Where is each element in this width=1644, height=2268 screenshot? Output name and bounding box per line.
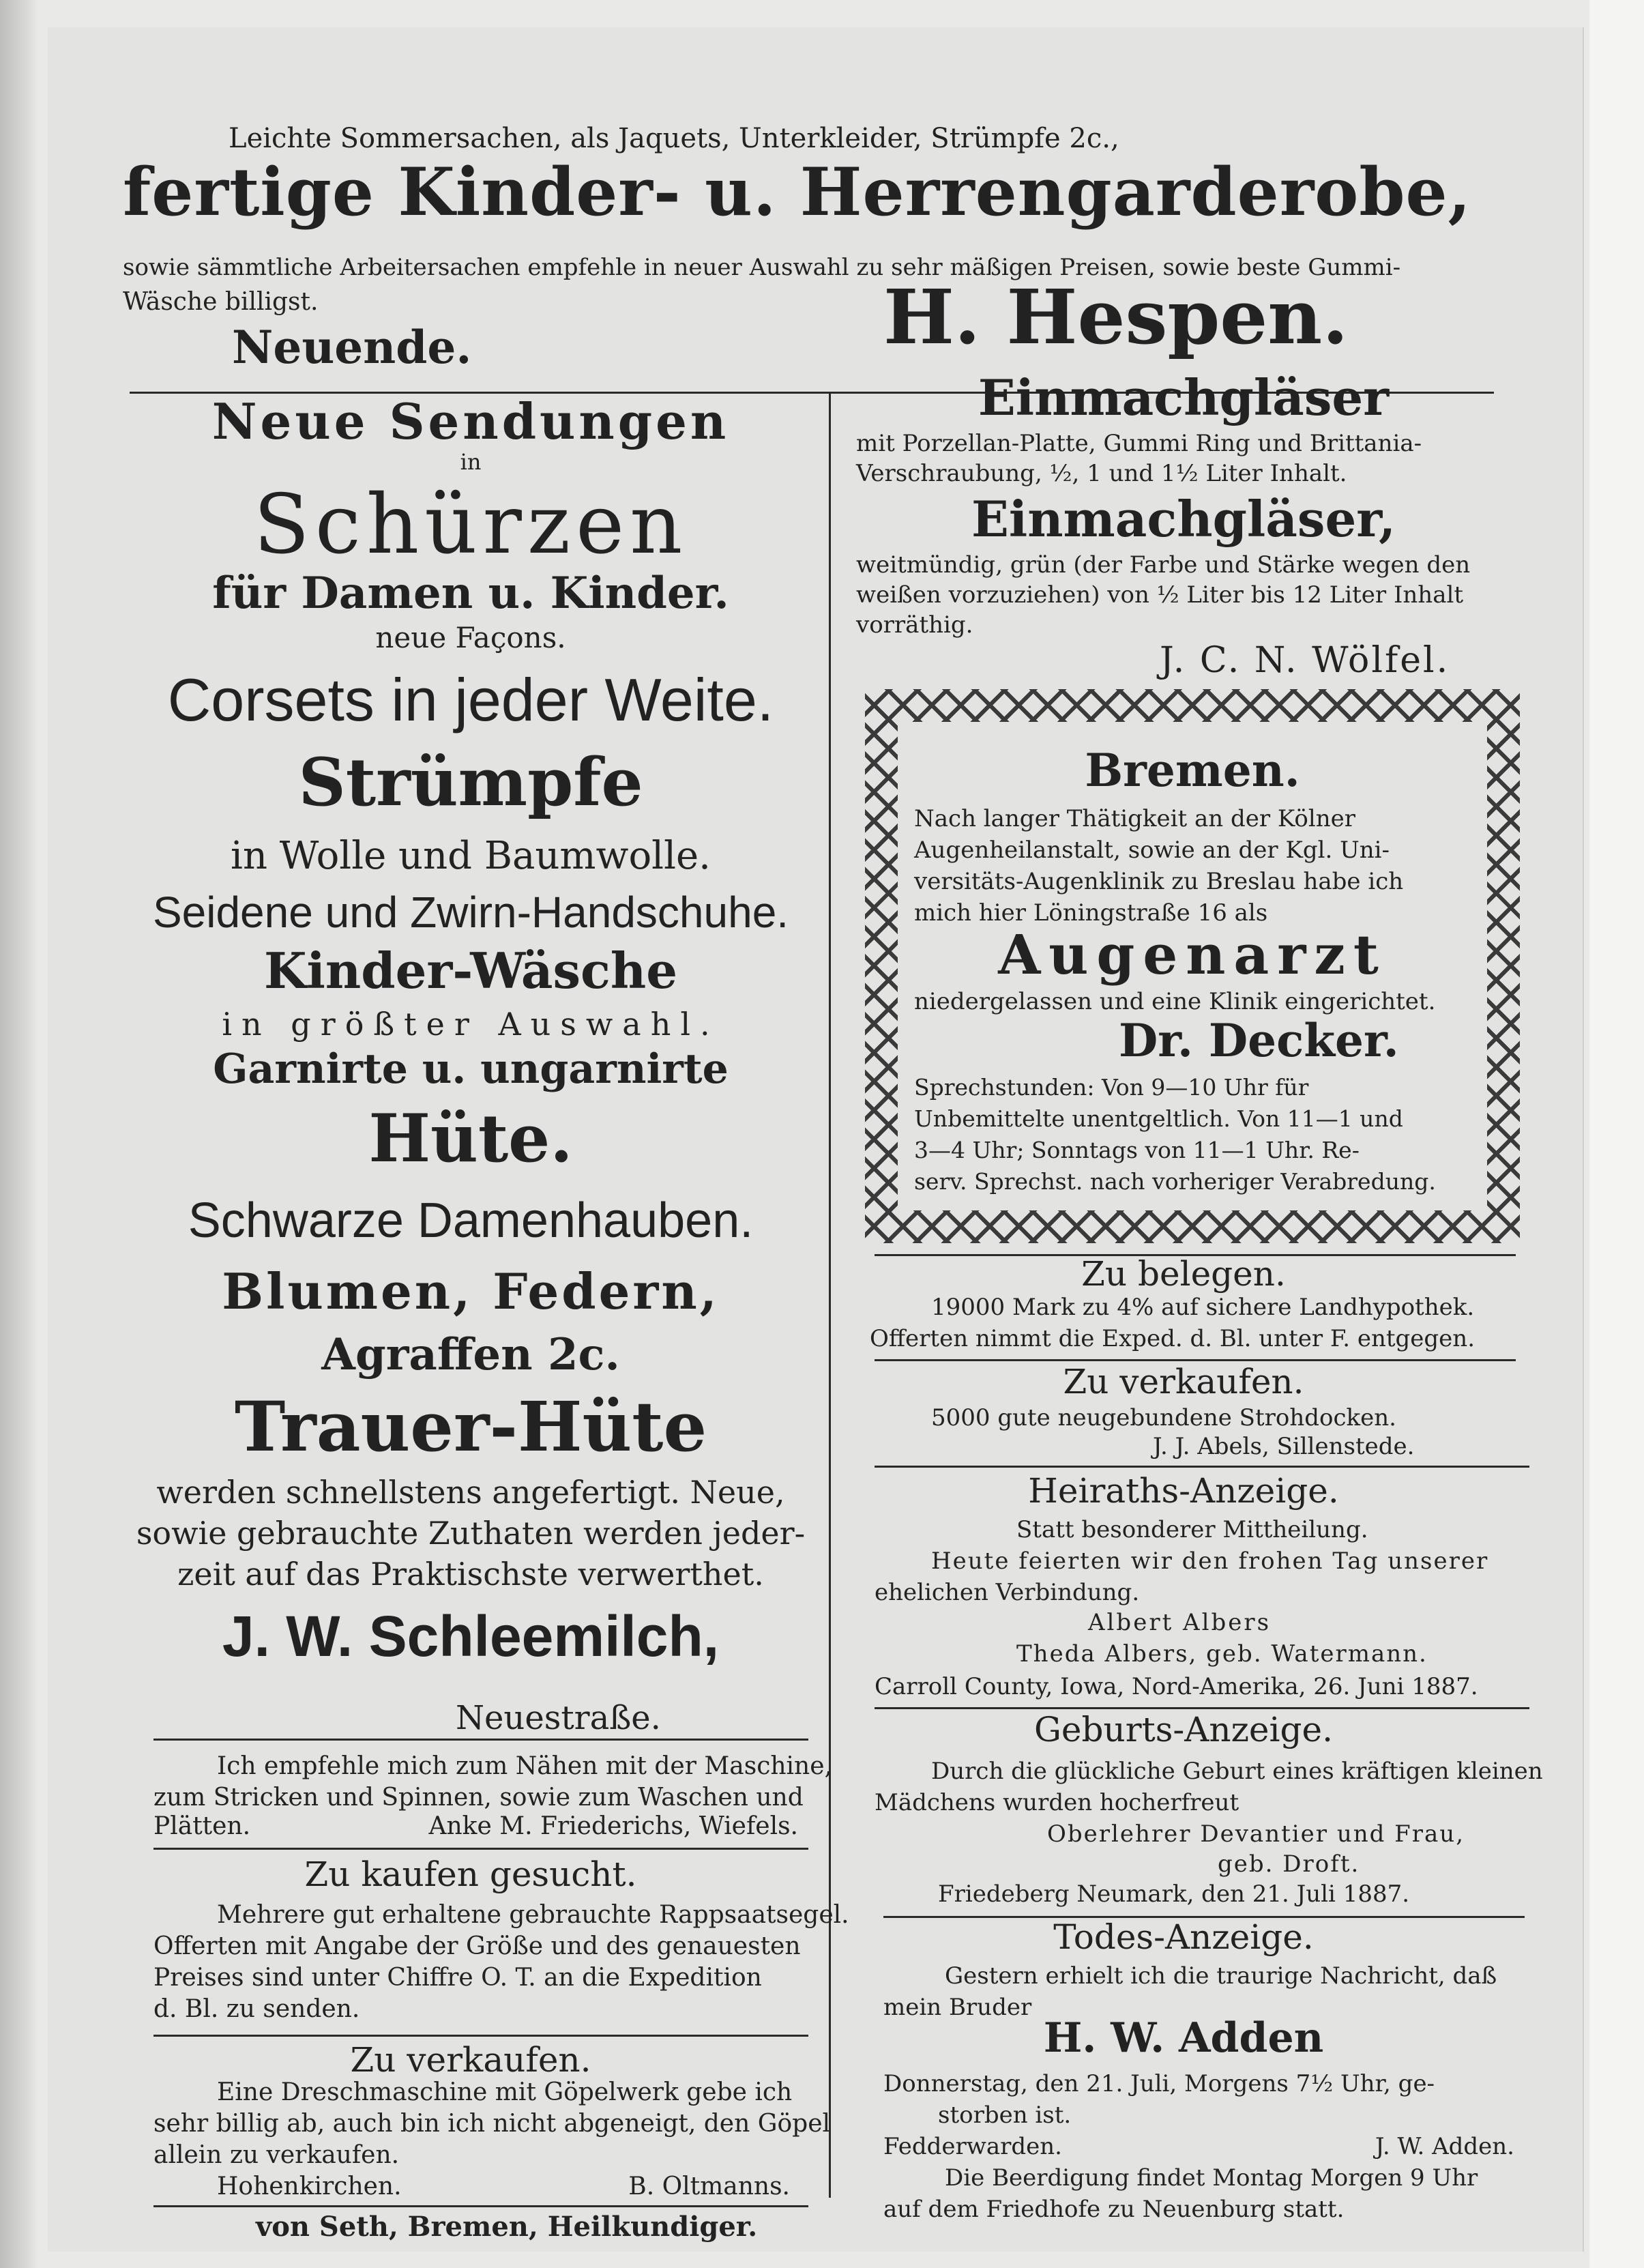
rule-left-1 (153, 1739, 808, 1741)
decker-name: Dr. Decker. (1119, 1014, 1399, 1067)
kaufen-l3: Preises sind unter Chiffre O. T. an die Expedition (153, 1964, 762, 1992)
verkaufen-title: Zu verkaufen. (350, 2040, 591, 2080)
rule-left-3 (153, 2035, 808, 2037)
top-ad-line1: Leichte Sommersachen, als Jaquets, Unterkleider, Strümpfe 2c., (229, 123, 1119, 154)
schleemilch-l3: Schürzen (253, 478, 688, 572)
decker-l8: 3—4 Uhr; Sonntags von 11—1 Uhr. Re- (914, 1137, 1360, 1163)
heirath-title: Heiraths-Anzeige. (1028, 1471, 1339, 1511)
schleemilch-l20: zeit auf das Praktischste verwerthet. (177, 1556, 764, 1593)
glaeser-l1: mit Porzellan-Platte, Gummi Ring und Brittania- (856, 430, 1422, 457)
decker-title: Augenarzt (998, 922, 1387, 987)
schleemilch-l13: Hüte. (368, 1100, 573, 1177)
rule-left-4 (153, 2205, 808, 2207)
verkaufen-l1: Eine Dreschmaschine mit Göpelwerk gebe ich (217, 2078, 793, 2106)
decker-city: Bremen. (1085, 744, 1300, 797)
glaeser-name: J. C. N. Wölfel. (1160, 640, 1450, 681)
tod-l5 (883, 2133, 1514, 2160)
friederichs-l3 (153, 1812, 798, 1840)
top-ad-place: Neuende. (232, 321, 472, 374)
belegen-l1: 19000 Mark zu 4% auf sichere Landhypothek. (931, 1294, 1475, 1321)
rule-right-4 (875, 1707, 1529, 1709)
decker-l1: Nach langer Thätigkeit an der Kölner (914, 805, 1355, 832)
top-ad-line2: sowie sämmtliche Arbeitersachen empfehle in neuer Auswahl zu sehr mäßigen Preisen, sowie beste Gummi- (123, 254, 1401, 281)
tod-l5b: J. W. Adden. (1375, 2133, 1514, 2160)
schleemilch-l9: Seidene und Zwirn-Handschuhe. (152, 888, 789, 937)
tod-name: H. W. Adden (1043, 2014, 1324, 2062)
tod-l3: Donnerstag, den 21. Juli, Morgens 7½ Uhr, ge- (883, 2070, 1435, 2097)
glaeser-l4: weißen vorzuziehen) von ½ Liter bis 12 Liter Inhalt (856, 581, 1464, 609)
strohdocken-title: Zu verkaufen. (1063, 1362, 1304, 1401)
schleemilch-l11: in größter Auswahl. (222, 1006, 720, 1043)
verkaufen-l4b: B. Oltmanns. (628, 2172, 790, 2200)
belegen-title: Zu belegen. (1081, 1254, 1286, 1294)
kaufen-title: Zu kaufen gesucht. (304, 1855, 637, 1894)
kaufen-l4: d. Bl. zu senden. (153, 1995, 360, 2023)
geburt-l4: geb. Droft. (1218, 1850, 1360, 1878)
schleemilch-l1: Neue Sendungen (211, 392, 730, 450)
schleemilch-l17: Trauer-Hüte (234, 1386, 707, 1467)
rule-right-3 (875, 1466, 1529, 1468)
top-ad-line3: Wäsche billigst. (123, 288, 319, 316)
schleemilch-l16: Agraffen 2c. (321, 1329, 620, 1380)
geburt-l1: Durch die glückliche Geburt eines kräftigen kleinen (931, 1758, 1543, 1785)
rule-right-2 (875, 1359, 1516, 1361)
belegen-l2: Offerten nimmt die Exped. d. Bl. unter F. entgegen. (870, 1325, 1476, 1352)
bottom-cutoff-line: von Seth, Bremen, Heilkundiger. (256, 2211, 758, 2243)
schleemilch-l2: in (460, 449, 482, 475)
geburt-l5: Friedeberg Neumark, den 21. Juli 1887. (938, 1880, 1410, 1908)
heirath-l4: Albert Albers (1088, 1609, 1272, 1636)
glaeser-title-1: Einmachgläser (978, 368, 1390, 426)
geburt-l3: Oberlehrer Devantier und Frau, (1047, 1820, 1465, 1848)
tod-l1: Gestern erhielt ich die traurige Nachricht, daß (945, 1962, 1497, 1990)
schleemilch-l7: Strümpfe (298, 744, 643, 821)
tod-title: Todes-Anzeige. (1053, 1917, 1314, 1957)
heirath-l6: Carroll County, Iowa, Nord-Amerika, 26. Juni 1887. (875, 1673, 1478, 1700)
verkaufen-l3: allein zu verkaufen. (153, 2141, 400, 2169)
glaeser-title-2: Einmachgläser, (971, 490, 1396, 548)
decker-l4: mich hier Löningstraße 16 als (914, 899, 1268, 927)
geburt-l2: Mädchens wurden hocherfreut (875, 1789, 1239, 1816)
heirath-l2: Heute feierten wir den frohen Tag unserer (931, 1547, 1489, 1575)
strohdocken-l2: J. J. Abels, Sillenstede. (1153, 1433, 1415, 1460)
schleemilch-l8: in Wolle und Baumwolle. (231, 834, 711, 878)
decker-l9: serv. Sprechst. nach vorheriger Verabredung. (914, 1168, 1436, 1195)
strohdocken-l1: 5000 gute neugebundene Strohdocken. (931, 1404, 1396, 1431)
tod-l7: auf dem Friedhofe zu Neuenburg statt. (883, 2196, 1345, 2223)
top-ad-name: H. Hespen. (883, 273, 1349, 361)
schleemilch-l10: Kinder-Wäsche (263, 942, 678, 1000)
tod-l5a: Fedderwarden. (883, 2133, 1062, 2160)
schleemilch-l14: Schwarze Damenhauben. (188, 1193, 754, 1248)
decker-l7: Unbemittelte unentgeltlich. Von 11—1 und (914, 1105, 1403, 1132)
kaufen-l1: Mehrere gut erhaltene gebrauchte Rappsaatsegel. (217, 1901, 849, 1929)
geburt-title: Geburts-Anzeige. (1033, 1710, 1333, 1749)
glaeser-l3: weitmündig, grün (der Farbe und Stärke wegen den (856, 551, 1471, 579)
schleemilch-l4: für Damen u. Kinder. (212, 568, 729, 619)
schleemilch-street: Neuestraße. (456, 1699, 661, 1737)
verkaufen-l4 (217, 2172, 790, 2200)
schleemilch-name: J. W. Schleemilch, (222, 1604, 720, 1668)
kaufen-l2: Offerten mit Angabe der Größe und des genauesten (153, 1932, 801, 1960)
friederichs-l2: zum Stricken und Spinnen, sowie zum Waschen und (153, 1784, 804, 1812)
verkaufen-l2: sehr billig ab, auch bin ich nicht abgeneigt, den Göpel (153, 2110, 831, 2138)
schleemilch-l15: Blumen, Federn, (222, 1262, 720, 1320)
decker-l6: Sprechstunden: Von 9—10 Uhr für (914, 1074, 1309, 1101)
friederichs-l3b: Anke M. Friederichs, Wiefels. (428, 1812, 798, 1840)
heirath-l5: Theda Albers, geb. Watermann. (1016, 1640, 1428, 1668)
friederichs-l3a: Plätten. (153, 1812, 251, 1840)
friederichs-l1: Ich empfehle mich zum Nähen mit der Maschine, (217, 1752, 832, 1780)
heirath-l1: Statt besonderer Mittheilung. (1016, 1516, 1368, 1543)
schleemilch-l6: Corsets in jeder Weite. (167, 666, 774, 733)
schleemilch-l19: sowie gebrauchte Zuthaten werden jeder- (136, 1515, 806, 1552)
decker-l5: niedergelassen und eine Klinik eingerichtet. (914, 988, 1436, 1015)
schleemilch-l18: werden schnellstens angefertigt. Neue, (156, 1474, 785, 1511)
rule-left-2 (153, 1848, 808, 1850)
tod-l2: mein Bruder (883, 1994, 1032, 2021)
top-ad-headline: fertige Kinder- u. Herrengarderobe, (123, 154, 1471, 231)
decker-l2: Augenheilanstalt, sowie an der Kgl. Uni- (914, 837, 1390, 864)
tod-l6: Die Beerdigung findet Montag Morgen 9 Uhr (945, 2164, 1478, 2192)
schleemilch-l5: neue Façons. (375, 621, 566, 654)
tod-l4: storben ist. (938, 2102, 1072, 2129)
decker-l3: versitäts-Augenklinik zu Breslau habe ich (914, 868, 1404, 895)
heirath-l3: ehelichen Verbindung. (875, 1579, 1140, 1606)
glaeser-l5: vorräthig. (856, 611, 973, 639)
verkaufen-l4a: Hohenkirchen. (217, 2172, 402, 2200)
glaeser-l2: Verschraubung, ½, 1 und 1½ Liter Inhalt. (856, 460, 1347, 487)
schleemilch-l12: Garnirte u. ungarnirte (213, 1045, 729, 1093)
